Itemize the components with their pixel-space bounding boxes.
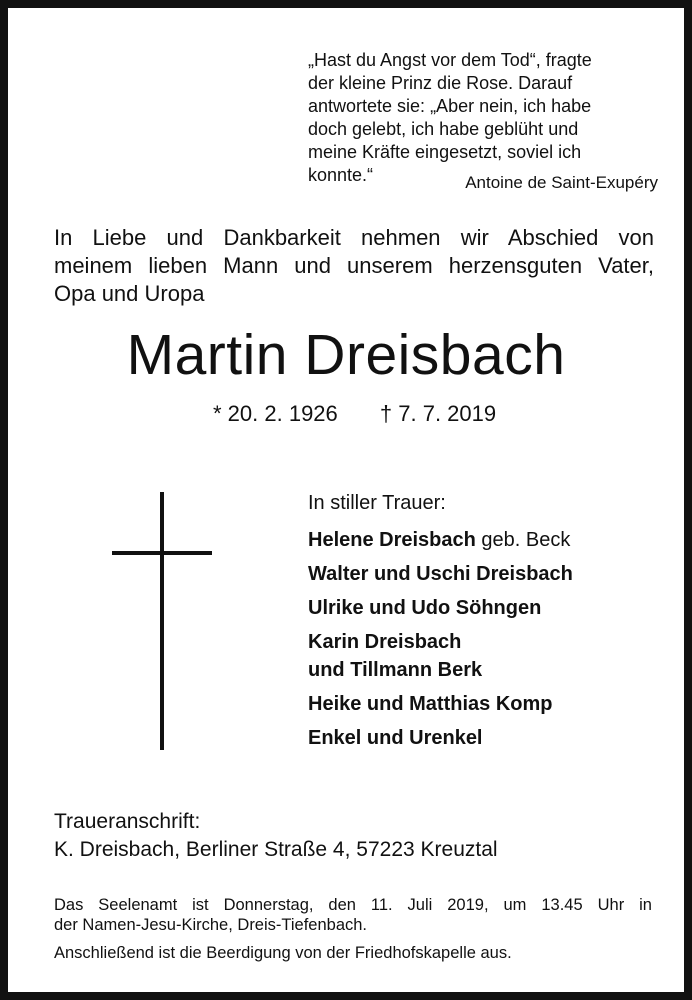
birth-date: * 20. 2. 1926 — [213, 401, 338, 426]
cross-horizontal-bar — [112, 551, 212, 555]
mourner-entry — [308, 594, 668, 622]
quote-line: doch gelebt, ich habe geblüht und — [308, 119, 579, 139]
farewell-line: meinem lieben Mann und unserem herzensguten Vater, — [54, 253, 654, 278]
mourners-heading: In stiller Trauer: — [308, 492, 446, 514]
quote-line: konnte.“ — [308, 165, 374, 185]
mourner-entry — [308, 560, 668, 588]
farewell-line: In Liebe und Dankbarkeit nehmen wir Abschied von — [54, 225, 654, 250]
mourner-name: Helene Dreisbach — [308, 529, 476, 551]
mourner-name: Heike und Matthias Komp — [308, 693, 553, 715]
service-info — [54, 895, 652, 963]
mourner-entry — [308, 628, 668, 684]
mourner-entry — [308, 724, 668, 752]
mourner-name: Karin Dreisbach — [308, 631, 462, 653]
address-value: K. Dreisbach, Berliner Straße 4, 57223 Kreuztal — [54, 838, 498, 861]
mourner-entry — [308, 690, 668, 718]
burial-line: Anschließend ist die Beerdigung von der Friedhofskapelle aus. — [54, 944, 512, 962]
maiden-name: geb. Beck — [475, 529, 571, 551]
address-label: Traueranschrift: — [54, 810, 201, 833]
cross-vertical-bar — [160, 492, 164, 750]
cross-icon — [112, 492, 212, 750]
quote-block — [308, 49, 658, 192]
service-line: Das Seelenamt ist Donnerstag, den 11. Juli 2019, um 13.45 Uhr in — [54, 896, 652, 914]
quote-line: der kleine Prinz die Rose. Darauf — [308, 73, 573, 93]
quote-line: antwortete sie: „Aber nein, ich habe — [308, 96, 592, 116]
mourner-entry — [308, 526, 668, 554]
mourning-address — [54, 808, 498, 864]
quote-line: „Hast du Angst vor dem Tod“, fragte — [308, 50, 592, 70]
farewell-line: Opa und Uropa — [54, 281, 205, 306]
service-line: der Namen-Jesu-Kirche, Dreis-Tiefenbach. — [54, 916, 368, 934]
farewell-text — [54, 224, 654, 308]
mourner-name: Walter und Uschi Dreisbach — [308, 563, 573, 585]
mourner-name: Ulrike und Udo Söhngen — [308, 597, 542, 619]
spacer — [54, 935, 652, 943]
deceased-name: Martin Dreisbach — [126, 323, 566, 387]
mourners-list — [308, 490, 668, 758]
life-dates — [213, 401, 496, 427]
quote-author: Antoine de Saint-Exupéry — [465, 173, 658, 192]
mourner-name: und Tillmann Berk — [308, 659, 483, 681]
quote-line: meine Kräfte eingesetzt, soviel ich — [308, 142, 582, 162]
mourner-name: Enkel und Urenkel — [308, 727, 483, 749]
death-date: † 7. 7. 2019 — [379, 401, 497, 426]
